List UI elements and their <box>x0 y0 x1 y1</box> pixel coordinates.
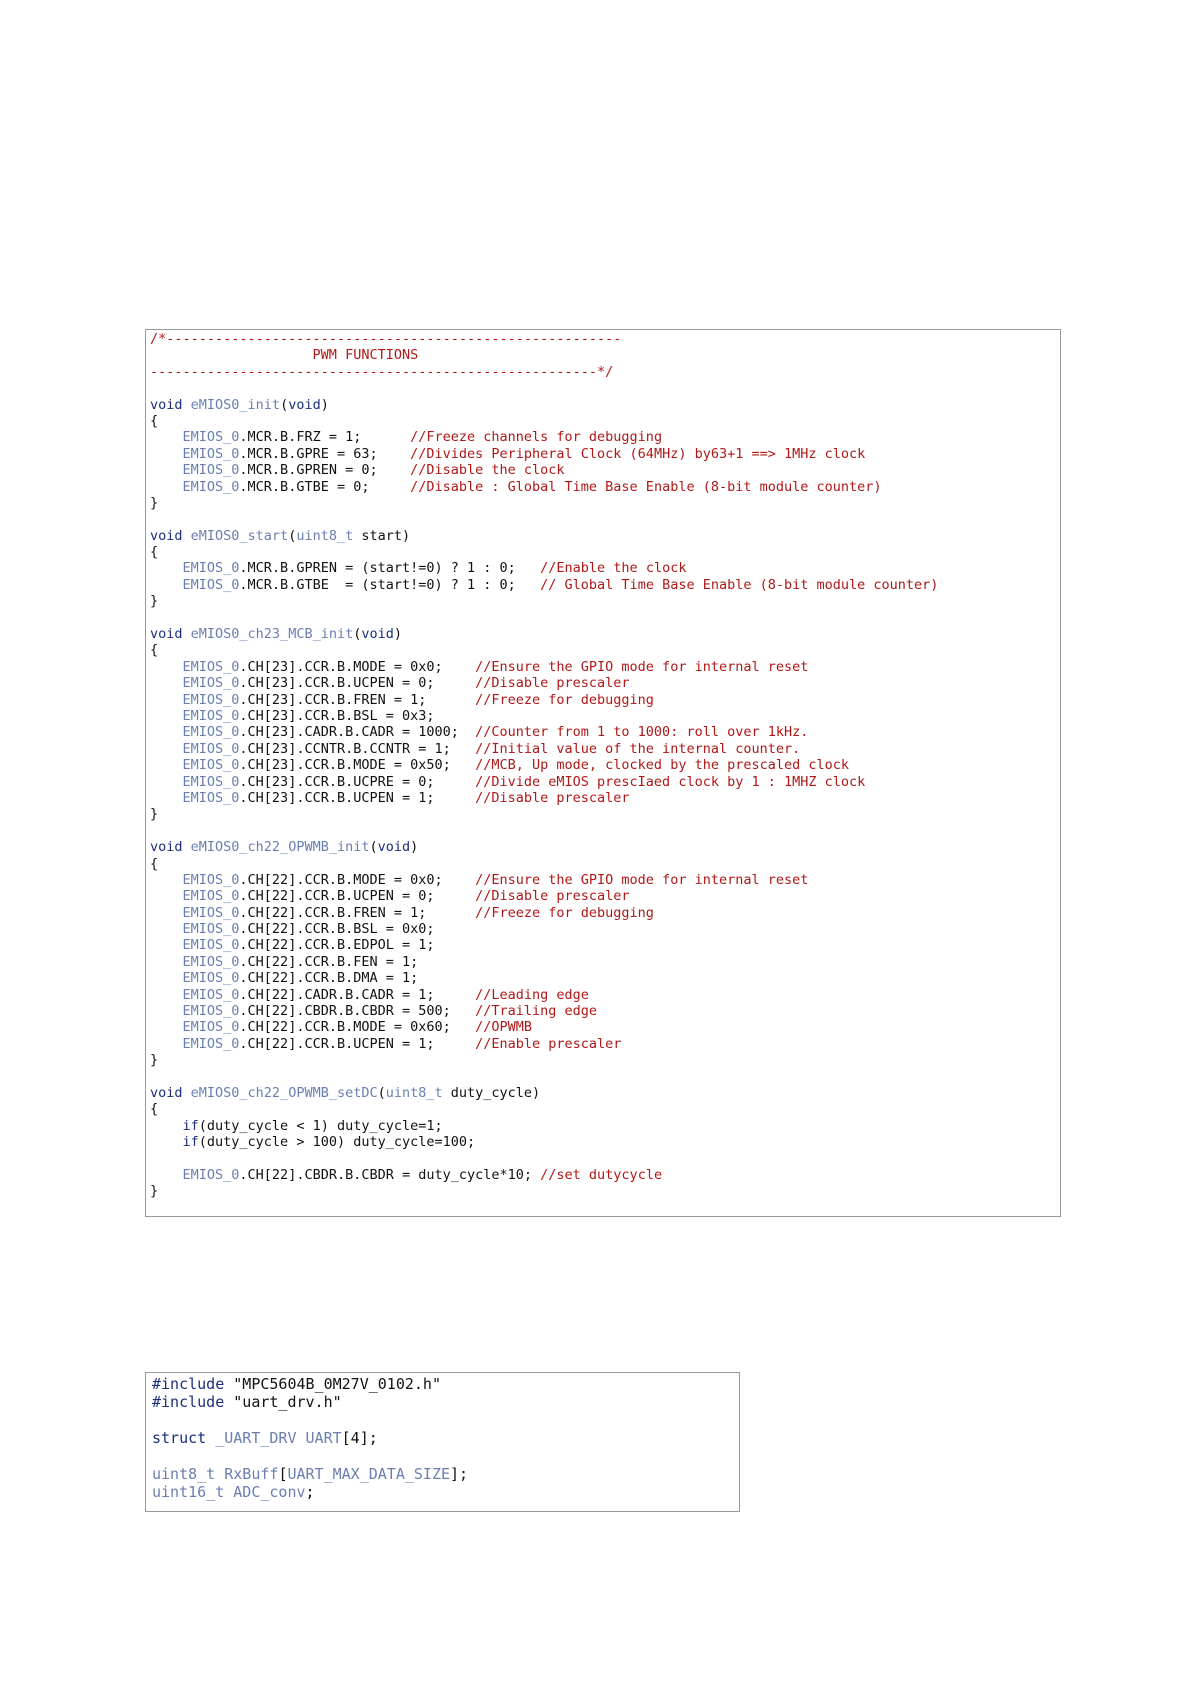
code-token: .CH[22].CCR.B.EDPOL = 1; <box>239 937 435 954</box>
code-line <box>150 511 1060 527</box>
code-token <box>224 1483 233 1501</box>
code-line <box>152 1375 739 1393</box>
code-line <box>150 429 1060 445</box>
code-token: //Leading edge <box>475 986 589 1003</box>
code-token: //Freeze for debugging <box>475 691 654 708</box>
code-token: EMIOS_0 <box>182 560 240 577</box>
code-token: } <box>150 1052 159 1069</box>
code-token <box>150 921 183 937</box>
code-token <box>206 1429 215 1447</box>
code-token: .MCR.B.GPRE = 63; <box>239 445 411 462</box>
code-token <box>150 724 183 740</box>
code-token: void <box>150 839 183 856</box>
code-token: EMIOS_0 <box>182 1035 240 1052</box>
code-token: //Enable prescaler <box>475 1035 622 1052</box>
code-token <box>150 1134 183 1150</box>
code-token <box>150 970 183 986</box>
code-token: .CH[23].CCR.B.UCPRE = 0; <box>239 773 476 790</box>
code-token: //Counter from 1 to 1000: roll over 1kHz. <box>475 724 809 741</box>
code-token <box>150 954 183 970</box>
code-token: uint8_t <box>152 1465 216 1483</box>
code-token: EMIOS_0 <box>182 904 240 921</box>
code-token: //Ensure the GPIO mode for internal reset <box>475 658 809 675</box>
code-token: ( <box>280 396 289 413</box>
code-token: //OPWMB <box>475 1019 533 1036</box>
code-token: { <box>150 544 159 561</box>
code-token: EMIOS_0 <box>182 478 240 495</box>
code-token: //Disable prescaler <box>475 789 630 806</box>
code-token <box>150 888 183 904</box>
code-token: EMIOS_0 <box>182 773 240 790</box>
code-token: //MCB, Up mode, clocked by the prescaled clock <box>475 757 849 774</box>
code-token: "MPC5604B_0M27V_0102.h" <box>224 1375 441 1393</box>
code-token: //Disable prescaler <box>475 888 630 905</box>
code-line <box>150 856 1060 872</box>
code-line <box>150 905 1060 921</box>
code-line <box>150 1069 1060 1085</box>
code-token: //Trailing edge <box>475 1003 598 1020</box>
code-token: .CH[22].CCR.B.BSL = 0x0; <box>239 921 435 938</box>
code-token: uint16_t <box>152 1483 225 1501</box>
code-token: { <box>150 855 159 872</box>
code-token <box>150 1036 183 1052</box>
code-token: UART_MAX_DATA_SIZE <box>287 1465 451 1483</box>
code-line <box>150 888 1060 904</box>
code-token: ( <box>288 527 297 544</box>
code-token: void <box>150 1084 183 1101</box>
code-token: eMIOS0_start <box>190 527 289 544</box>
code-token: ; <box>305 1483 315 1501</box>
code-line <box>150 380 1060 396</box>
code-token: void <box>377 839 411 856</box>
code-token: //Freeze channels for debugging <box>410 429 663 446</box>
code-token: .CH[22].CCR.B.MODE = 0x60; <box>239 1019 476 1036</box>
code-token <box>150 1167 183 1183</box>
code-token: .CH[23].CCNTR.B.CCNTR = 1; <box>239 740 476 757</box>
code-token: #include <box>152 1393 225 1411</box>
code-line <box>150 1183 1060 1199</box>
code-token: EMIOS_0 <box>182 921 240 938</box>
code-token: } <box>150 806 159 823</box>
code-token: EMIOS_0 <box>182 691 240 708</box>
code-token: // Global Time Base Enable (8-bit module counter) <box>540 576 939 593</box>
code-token: .CH[23].CCR.B.UCPEN = 1; <box>239 789 476 806</box>
code-token <box>150 560 183 576</box>
code-token: EMIOS_0 <box>182 429 240 446</box>
code-line <box>150 1101 1060 1117</box>
code-line <box>150 397 1060 413</box>
code-line <box>152 1483 739 1501</box>
code-token: EMIOS_0 <box>182 1166 240 1183</box>
code-token: EMIOS_0 <box>182 675 240 692</box>
code-token: /*-------------------------------------------------------- <box>150 331 622 347</box>
code-line <box>152 1447 739 1465</box>
code-token: //set dutycycle <box>540 1166 663 1183</box>
code-token: //Enable the clock <box>540 560 687 577</box>
code-token <box>215 1465 224 1483</box>
code-token: EMIOS_0 <box>182 1019 240 1036</box>
code-token <box>150 462 183 478</box>
code-token: #include <box>152 1375 225 1393</box>
code-line <box>150 1167 1060 1183</box>
code-token <box>150 577 183 593</box>
code-token <box>150 429 183 445</box>
code-line <box>150 577 1060 593</box>
code-token <box>183 626 191 642</box>
code-line <box>150 479 1060 495</box>
code-token <box>183 1085 191 1101</box>
code-token: eMIOS0_init <box>190 396 281 413</box>
code-token: eMIOS0_ch22_OPWMB_setDC <box>190 1084 378 1101</box>
code-token: .CH[23].CCR.B.MODE = 0x0; <box>239 658 476 675</box>
code-token: //Divide eMIOS prescIaed clock by 1 : 1MHZ clock <box>475 773 866 790</box>
code-line <box>150 446 1060 462</box>
code-token: EMIOS_0 <box>182 707 240 724</box>
code-token: EMIOS_0 <box>182 658 240 675</box>
code-token: if <box>182 1134 199 1151</box>
code-token: .CH[23].CCR.B.BSL = 0x3; <box>239 707 435 724</box>
code-token: .MCR.B.GPREN = 0; <box>239 462 411 479</box>
code-token: .CH[22].CCR.B.FREN = 1; <box>239 904 476 921</box>
code-token: { <box>150 642 159 659</box>
code-token: void <box>150 527 183 544</box>
code-line <box>152 1465 739 1483</box>
code-token: .MCR.B.GPREN = (start!=0) ? 1 : 0; <box>239 560 541 577</box>
code-token: _UART_DRV <box>215 1429 297 1447</box>
code-token: EMIOS_0 <box>182 576 240 593</box>
code-line <box>150 347 1060 363</box>
code-token <box>150 479 183 495</box>
code-token: //Disable prescaler <box>475 675 630 692</box>
code-token: ) <box>393 626 403 643</box>
code-line <box>150 937 1060 953</box>
code-token: EMIOS_0 <box>182 462 240 479</box>
code-token: EMIOS_0 <box>182 757 240 774</box>
code-line <box>150 839 1060 855</box>
code-token: ADC_conv <box>233 1483 306 1501</box>
code-line <box>152 1429 739 1447</box>
code-token <box>150 675 183 691</box>
code-token <box>150 872 183 888</box>
code-line <box>150 921 1060 937</box>
code-token: //Freeze for debugging <box>475 904 654 921</box>
code-line <box>150 757 1060 773</box>
code-token: uint8_t <box>385 1084 443 1101</box>
code-line <box>150 462 1060 478</box>
code-token: EMIOS_0 <box>182 937 240 954</box>
code-token <box>150 987 183 1003</box>
code-token: void <box>150 396 183 413</box>
code-line <box>150 823 1060 839</box>
code-token: .CH[22].CCR.B.DMA = 1; <box>239 970 419 987</box>
code-line <box>150 1134 1060 1150</box>
code-token <box>150 692 183 708</box>
code-line <box>150 806 1060 822</box>
code-token: .CH[23].CCR.B.UCPEN = 0; <box>239 675 476 692</box>
code-token <box>150 446 183 462</box>
code-token: EMIOS_0 <box>182 789 240 806</box>
code-token <box>150 659 183 675</box>
code-token <box>150 1003 183 1019</box>
code-token: EMIOS_0 <box>182 871 240 888</box>
code-token <box>150 757 183 773</box>
code-token: EMIOS_0 <box>182 970 240 987</box>
code-line <box>150 1085 1060 1101</box>
code-token: .CH[22].CCR.B.UCPEN = 0; <box>239 888 476 905</box>
code-token: duty_cycle) <box>442 1084 541 1101</box>
code-token: //Disable the clock <box>410 462 565 479</box>
includes-code-listing <box>145 1372 740 1512</box>
code-token: .MCR.B.GTBE = (start!=0) ? 1 : 0; <box>239 576 541 593</box>
code-token: .CH[23].CCR.B.MODE = 0x50; <box>239 757 476 774</box>
code-token: //Initial value of the internal counter. <box>475 740 801 757</box>
code-token: .CH[22].CBDR.B.CBDR = duty_cycle*10; <box>239 1166 541 1183</box>
code-token: //Ensure the GPIO mode for internal reset <box>475 871 809 888</box>
code-line <box>150 724 1060 740</box>
code-line <box>150 1151 1060 1167</box>
code-line <box>150 1052 1060 1068</box>
code-token: (duty_cycle < 1) duty_cycle=1; <box>198 1117 443 1134</box>
code-token: (duty_cycle > 100) duty_cycle=100; <box>198 1134 476 1151</box>
code-token: .CH[23].CCR.B.FREN = 1; <box>239 691 476 708</box>
code-token: EMIOS_0 <box>182 724 240 741</box>
code-token: ) <box>410 839 419 856</box>
code-line <box>150 413 1060 429</box>
code-token: EMIOS_0 <box>182 953 240 970</box>
code-token <box>150 1118 183 1134</box>
code-token <box>150 790 183 806</box>
code-token <box>183 397 191 413</box>
code-token: //Disable : Global Time Base Enable (8-bit module counter) <box>410 478 882 495</box>
code-line <box>150 970 1060 986</box>
code-token: EMIOS_0 <box>182 445 240 462</box>
code-token: EMIOS_0 <box>182 888 240 905</box>
code-token: .MCR.B.FRZ = 1; <box>239 429 411 446</box>
code-line <box>150 544 1060 560</box>
code-line <box>150 626 1060 642</box>
code-line <box>150 642 1060 658</box>
code-token: uint8_t <box>296 527 354 544</box>
code-token: .CH[22].CCR.B.UCPEN = 1; <box>239 1035 476 1052</box>
code-token: EMIOS_0 <box>182 986 240 1003</box>
code-line <box>150 987 1060 1003</box>
code-token <box>150 905 183 921</box>
code-line <box>150 954 1060 970</box>
code-token: void <box>288 396 321 413</box>
code-line <box>150 1019 1060 1035</box>
code-token: if <box>182 1117 199 1134</box>
code-token: EMIOS_0 <box>182 1003 240 1020</box>
code-token: EMIOS_0 <box>182 740 240 757</box>
code-token: eMIOS0_ch22_OPWMB_init <box>190 839 370 856</box>
code-token: start) <box>353 527 411 544</box>
code-line <box>150 560 1060 576</box>
code-token: .CH[23].CADR.B.CADR = 1000; <box>239 724 476 741</box>
code-line <box>150 872 1060 888</box>
code-line <box>150 708 1060 724</box>
code-line <box>150 659 1060 675</box>
code-line <box>150 741 1060 757</box>
code-token: ( <box>369 839 378 856</box>
code-token: { <box>150 1101 159 1118</box>
code-token: RxBuff <box>224 1465 279 1483</box>
code-line <box>150 790 1060 806</box>
code-token: void <box>361 626 394 643</box>
code-line <box>150 1036 1060 1052</box>
code-token: .CH[22].CCR.B.FEN = 1; <box>239 953 419 970</box>
code-line <box>150 593 1060 609</box>
code-token <box>150 774 183 790</box>
code-line <box>150 495 1060 511</box>
code-line <box>150 1118 1060 1134</box>
pwm-code-listing <box>145 329 1061 1217</box>
code-token <box>150 1019 183 1035</box>
code-line <box>150 774 1060 790</box>
code-line <box>152 1411 739 1429</box>
code-token <box>150 708 183 724</box>
code-token: UART <box>305 1429 342 1447</box>
code-token: } <box>150 593 159 610</box>
code-token <box>297 1429 306 1447</box>
code-line <box>150 692 1060 708</box>
code-line <box>150 610 1060 626</box>
code-token: ]; <box>450 1465 469 1483</box>
code-token <box>183 528 191 544</box>
code-token: [ <box>278 1465 288 1483</box>
code-token: ( <box>353 626 362 643</box>
code-token: ) <box>320 396 329 413</box>
code-line <box>150 364 1060 380</box>
code-token: void <box>150 626 183 643</box>
code-token: .CH[22].CADR.B.CADR = 1; <box>239 986 476 1003</box>
code-token: -------------------------------------------------------*/ <box>150 363 614 380</box>
code-token: eMIOS0_ch23_MCB_init <box>190 626 354 643</box>
code-token: .MCR.B.GTBE = 0; <box>239 478 411 495</box>
code-token: } <box>150 494 159 511</box>
code-line <box>150 528 1060 544</box>
code-line <box>152 1393 739 1411</box>
code-token <box>183 839 191 855</box>
code-line <box>150 331 1060 347</box>
code-line <box>150 1003 1060 1019</box>
code-token <box>150 741 183 757</box>
code-line <box>150 675 1060 691</box>
code-token: { <box>150 412 159 429</box>
code-token: struct <box>152 1429 207 1447</box>
code-token: .CH[22].CCR.B.MODE = 0x0; <box>239 871 476 888</box>
code-token: } <box>150 1183 159 1200</box>
code-token: //Divides Peripheral Clock (64MHz) by63+1 ==> 1MHz clock <box>410 445 866 462</box>
code-token: [4]; <box>341 1429 378 1447</box>
code-token: .CH[22].CBDR.B.CBDR = 500; <box>239 1003 476 1020</box>
code-token <box>150 937 183 953</box>
code-token: ( <box>377 1084 386 1101</box>
code-token: PWM FUNCTIONS <box>150 347 419 364</box>
code-token: "uart_drv.h" <box>224 1393 342 1411</box>
